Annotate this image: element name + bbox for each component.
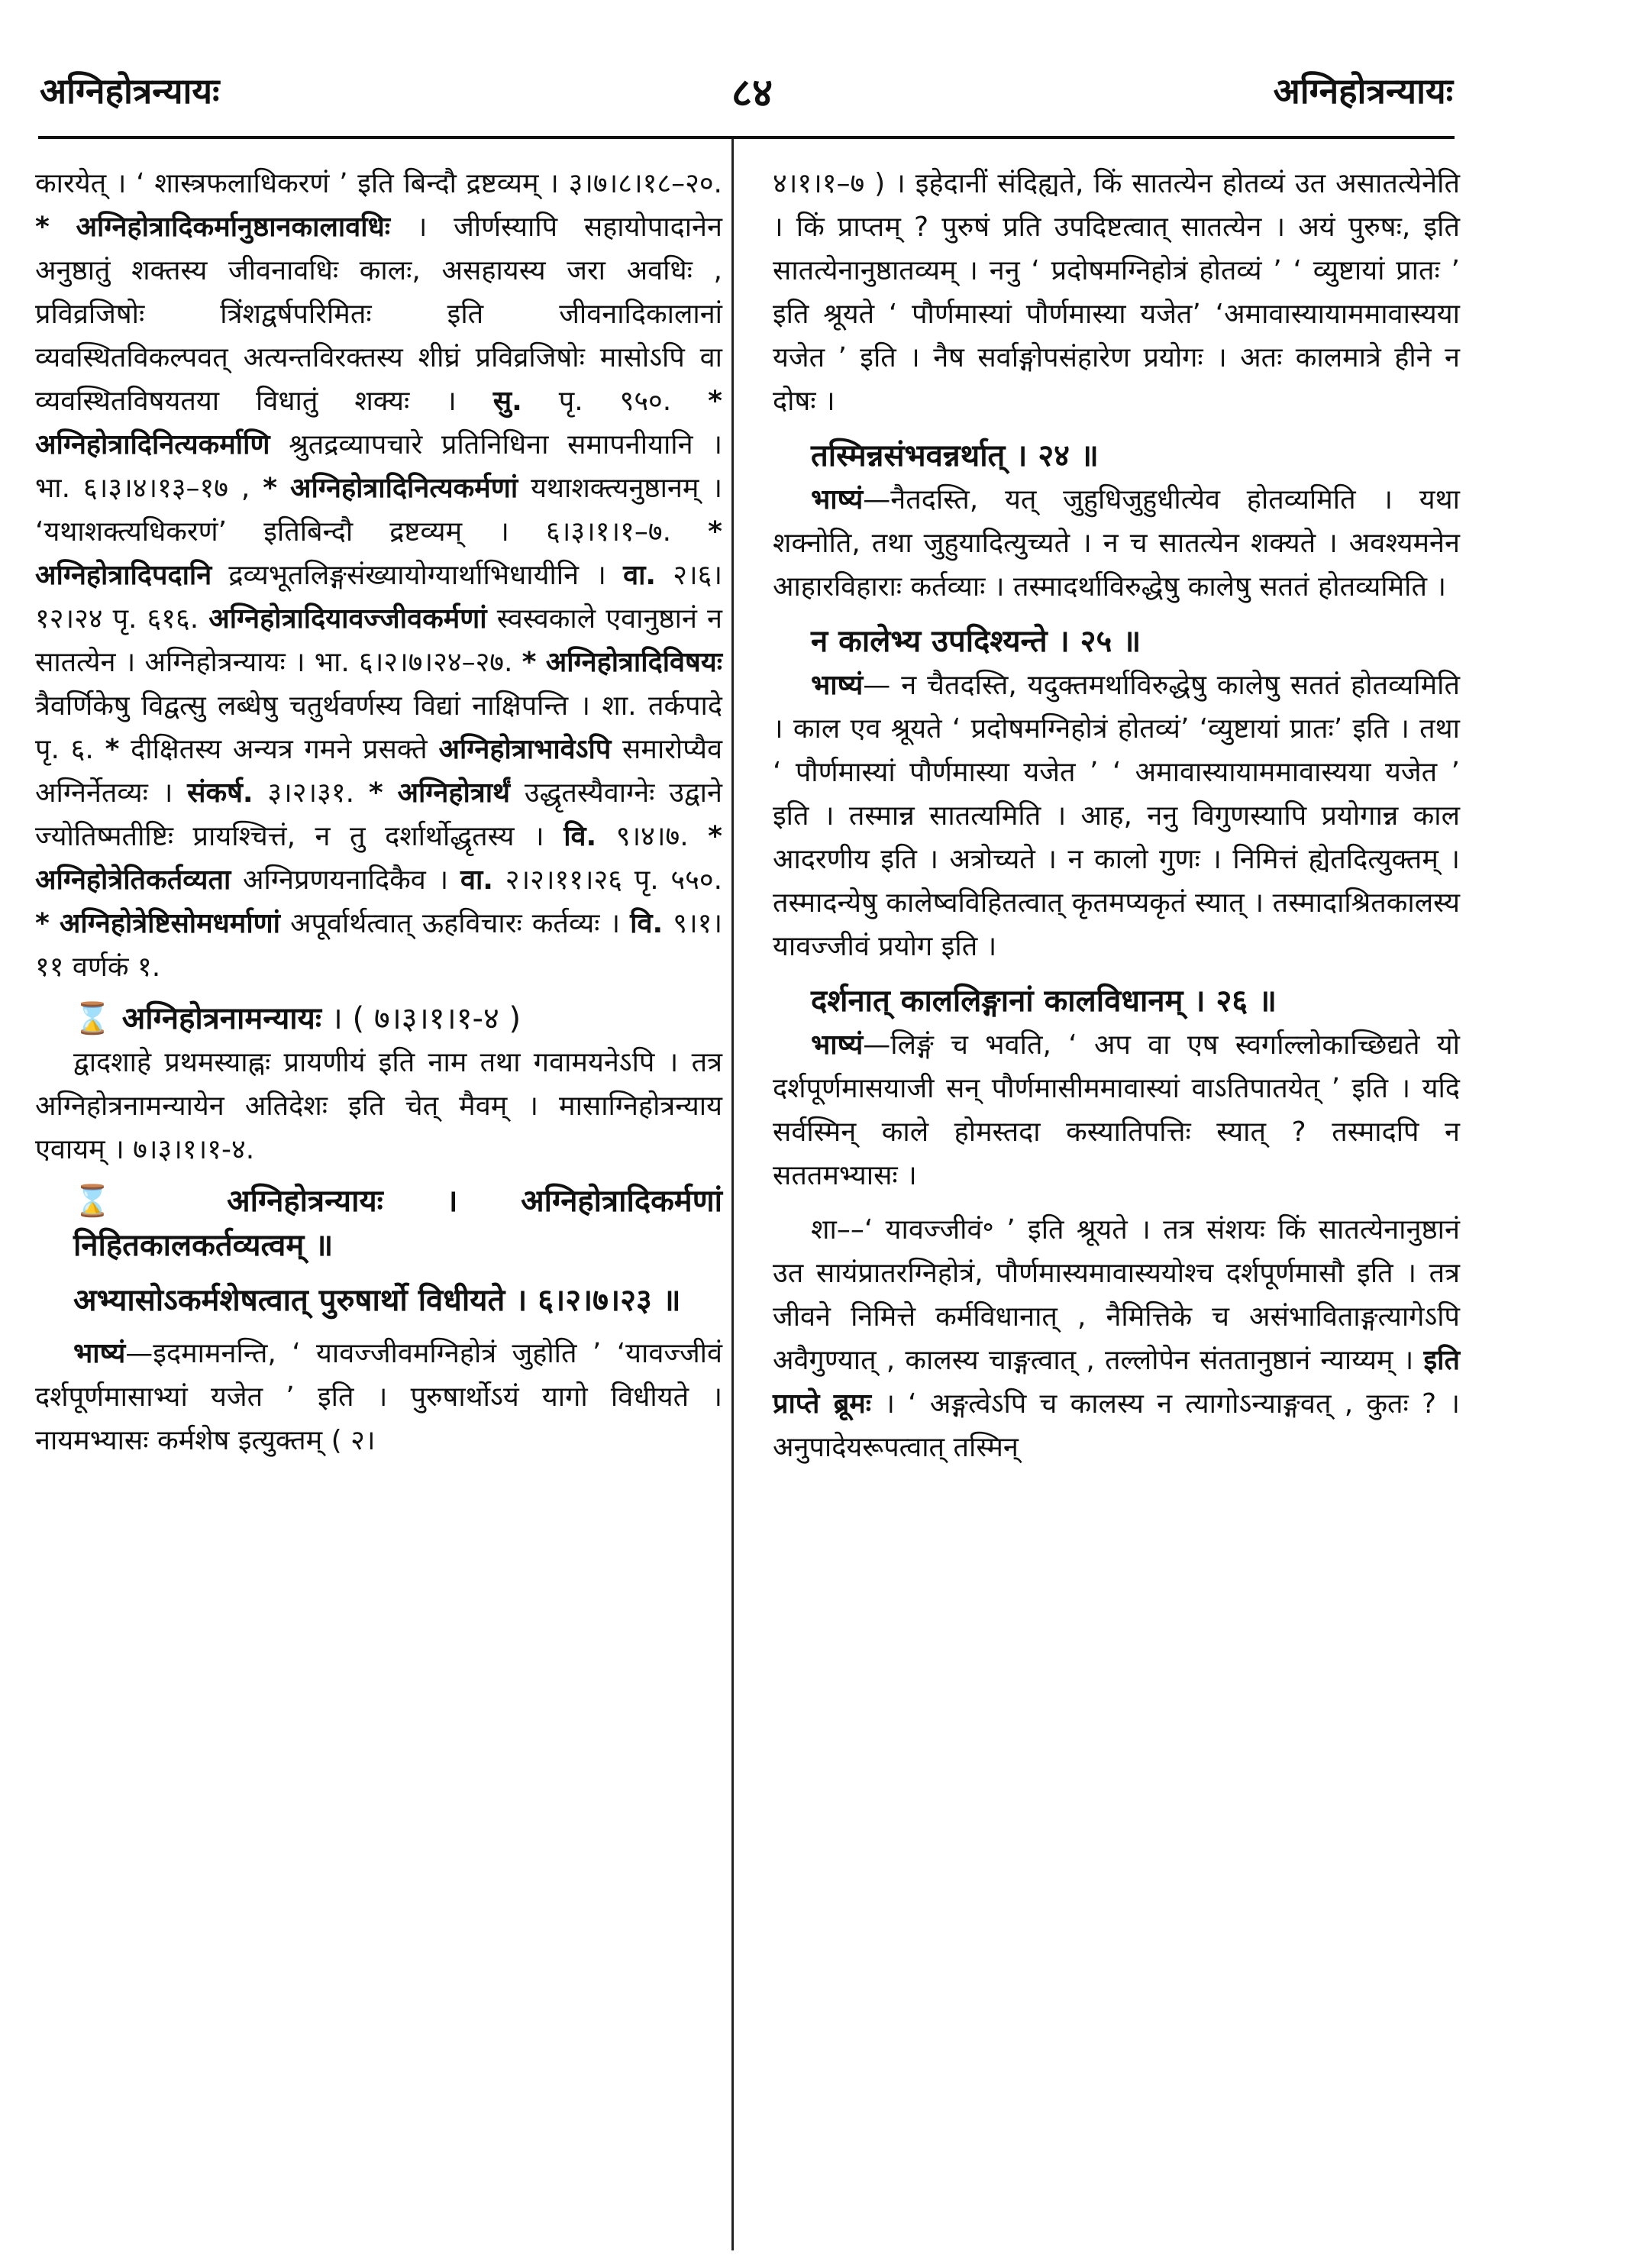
star-marker: *	[35, 212, 50, 243]
sutra-24: तस्मिन्नसंभवन्नर्थात् । २४ ॥	[811, 438, 1099, 473]
nyaya-marker-icon: ⌛	[73, 1001, 111, 1036]
nyaya-marker-icon: ⌛	[73, 1184, 164, 1219]
nyaya-heading-2: ⌛ अग्निहोत्रन्यायः । अग्निहोत्रादिकर्मणां निहितकालकर्तव्यत्वम् ॥	[73, 1184, 722, 1263]
header-rule	[38, 136, 1455, 139]
nyaya-heading-1: ⌛ अग्निहोत्रनामन्यायः । ( ७।३।१।१-४ )	[73, 1001, 521, 1036]
star-marker: *	[708, 386, 722, 417]
left-column	[35, 162, 722, 1464]
running-header-left: अग्निहोत्रन्यायः	[40, 70, 220, 111]
sutra-25: न कालेभ्य उपदिश्यन्ते । २५ ॥	[811, 624, 1141, 659]
right-column	[773, 162, 1460, 1471]
sutra-23: अभ्यासोऽकर्मशेषत्वात् पुरुषार्थो विधीयते । ६।२।७।२३ ॥	[73, 1283, 681, 1318]
page-number: ८४	[731, 70, 773, 116]
bhashya-23-continued: ४।१।१–७ ) । इहेदानीं संदिह्यते, किं सातत्येन होतव्यं उत असातत्येनेति । किं प्राप्तम् ? पुरुषं प्रति उपदिष्टत्वात् सातत्येन । अयं पुरुषः, इति सातत्येनानुष्ठातव्यम् । ननु ‘ प्रदोषमग्निहोत्रं होतव्यं ’ ‘ व्युष्टायां प्रातः ’ इति श्रूयते ‘ पौर्णमास्यां पौर्णमास्या यजेत’ ‘अमावास्यायाममावास्यया यजेत ’ इति । नैष सर्वाङ्गोपसंहारेण प्रयोगः । अतः कालमात्रे हीने न दोषः ।	[773, 168, 1460, 417]
star-marker: *	[521, 647, 537, 678]
star-marker: *	[368, 777, 383, 809]
bhashya-23: भाष्यं—इदमामनन्ति, ‘ यावज्जीवमग्निहोत्रं जुहोति ’ ‘यावज्जीवं दर्शपूर्णमासाभ्यां यजेत ’ इति । पुरुषार्थोऽयं यागो विधीयते । नायमभ्यासः कर्मशेष इत्युक्तम् ( २।	[35, 1338, 722, 1456]
column-divider	[731, 139, 734, 2250]
sutra-26: दर्शनात् काललिङ्गानां कालविधानम् । २६ ॥	[811, 984, 1277, 1019]
star-marker: *	[105, 734, 120, 765]
star-marker: *	[708, 516, 722, 548]
star-marker: *	[263, 473, 278, 504]
nyaya-text-1: द्वादशाहे प्रथमस्याह्नः प्रायणीयं इति नाम तथा गवामयनेऽपि । तत्र अग्निहोत्रनामन्यायेन अतिदेशः इति चेत् मैवम् । मासाग्निहोत्रन्याय एवायम् । ७।३।१।१-४.	[35, 1047, 722, 1165]
index-entries: कारयेत् । ‘ शास्त्रफलाधिकरणं ’ इति बिन्दौ द्रष्टव्यम् । ३।७।८।१८–२०. * अग्निहोत्रादिकर्मानुष्ठानकालावधिः । जीर्णस्यापि सहायोपादानेन अनुष्ठातुं शक्तस्य जीवनावधिः कालः, असहायस्य जरा अवधिः , प्रविव्रजिषोः त्रिंशद्वर्षपरिमितः इति जीवनादिकालानां व्यवस्थितविकल्पवत् अत्यन्तविरक्तस्य शीघ्रं प्रविव्रजिषोः मासोऽपि वा व्यवस्थितविषयतया विधातुं शक्यः । सु. पृ. ९५०. * अग्निहोत्रादिनित्यकर्माणि श्रुतद्रव्यापचारे प्रतिनिधिना समापनीयानि । भा. ६।३।४।१३–१७ , * अग्निहोत्रादिनित्यकर्मणां यथाशक्त्यनुष्ठानम् । ‘यथाशक्त्यधिकरणं’ इतिबिन्दौ द्रष्टव्यम् । ६।३।१।१–७. * अग्निहोत्रादिपदानि द्रव्यभूतलिङ्गसंख्यायोग्यार्थाभिधायीनि । वा. २।६।१२।२४ पृ. ६१६. अग्निहोत्रादियावज्जीवकर्मणां स्वस्वकाले एवानुष्ठानं न सातत्येन । अग्निहोत्रन्यायः । भा. ६।२।७।२४–२७. * अग्निहोत्रादिविषयः त्रैवर्णिकेषु विद्वत्सु लब्धेषु चतुर्थवर्णस्य विद्यां नाक्षिपन्ति । शा. तर्कपादे पृ. ६. * दीक्षितस्य अन्यत्र गमने प्रसक्ते अग्निहोत्राभावेऽपि समारोप्यैव अग्निर्नेतव्यः । संकर्ष. ३।२।३१. * अग्निहोत्रार्थं उद्धृतस्यैवाग्नेः उद्वाने ज्योतिष्मतीष्टिः प्रायश्चित्तं, न तु दर्शार्थोद्धृतस्य । वि. ९।४।७. * अग्निहोत्रेतिकर्तव्यता अग्निप्रणयनादिकैव । वा. २।२।११।२६ पृ. ५५०. * अग्निहोत्रेष्टिसोमधर्माणां अपूर्वार्थत्वात् ऊहविचारः कर्तव्यः । वि. ९।१।११ वर्णकं १.	[35, 168, 723, 983]
bhashya-25: भाष्यं— न चैतदस्ति, यदुक्तमर्थाविरुद्धेषु कालेषु सततं होतव्यमिति । काल एव श्रूयते ‘ प्रदोषमग्निहोत्रं होतव्यं’ ‘व्युष्टायां प्रातः’ इति । तथा ‘ पौर्णमास्यां पौर्णमास्या यजेत ’ ‘ अमावास्यायाममावास्यया यजेत ’ इति । तस्मान्न सातत्यमिति । आह, ननु विगुणस्यापि प्रयोगान्न काल आदरणीय इति । अत्रोच्यते । न कालो गुणः । निमित्तं ह्येतदित्युक्तम् । तस्मादन्येषु कालेष्वविहितत्वात् कृतमप्यकृतं स्यात् । तस्मादाश्रितकालस्य यावज्जीवं प्रयोग इति ।	[773, 670, 1460, 962]
star-marker: *	[708, 821, 722, 852]
bhashya-26: भाष्यं—लिङ्गं च भवति, ‘ अप वा एष स्वर्गाल्लोकाच्छिद्यते यो दर्शपूर्णमासयाजी सन् पौर्णमासीममावास्यां वाऽतिपातयेत् ’ इति । यदि सर्वस्मिन् काले होमस्तदा कस्यातिपत्तिः स्यात् ? तस्मादपि न सततमभ्यासः ।	[773, 1029, 1460, 1191]
running-header-right: अग्निहोत्रन्यायः	[1273, 70, 1453, 111]
bhashya-24: भाष्यं—नैतदस्ति, यत् जुहुधिजुहुधीत्येव होतव्यमिति । यथा शक्नोति, तथा जुहुयादित्युच्यते । न च सातत्येन शक्यते । अवश्यमनेन आहारविहाराः कर्तव्याः । तस्मादर्थाविरुद्धेषु कालेषु सततं होतव्यमिति ।	[773, 484, 1460, 603]
shabara-commentary: शा––‘ यावज्जीवं॰ ’ इति श्रूयते । तत्र संशयः किं सातत्येनानुष्ठानं उत सायंप्रातरग्निहोत्रं, पौर्णमास्यमावास्ययोश्च दर्शपूर्णमासौ इति । तत्र जीवने निमित्ते कर्मविधानात् , नैमित्तिके च असंभाविताङ्गत्यागेऽपि अवैगुण्यात् , कालस्य चाङ्गत्वात् , तल्लोपेन संततानुष्ठानं न्याय्यम् । इति प्राप्ते ब्रूमः । ‘ अङ्गत्वेऽपि च कालस्य न त्यागोऽन्याङ्गवत् , कुतः ? । अनुपादेयरूपत्वात् तस्मिन्	[773, 1214, 1460, 1463]
star-marker: *	[35, 908, 50, 939]
